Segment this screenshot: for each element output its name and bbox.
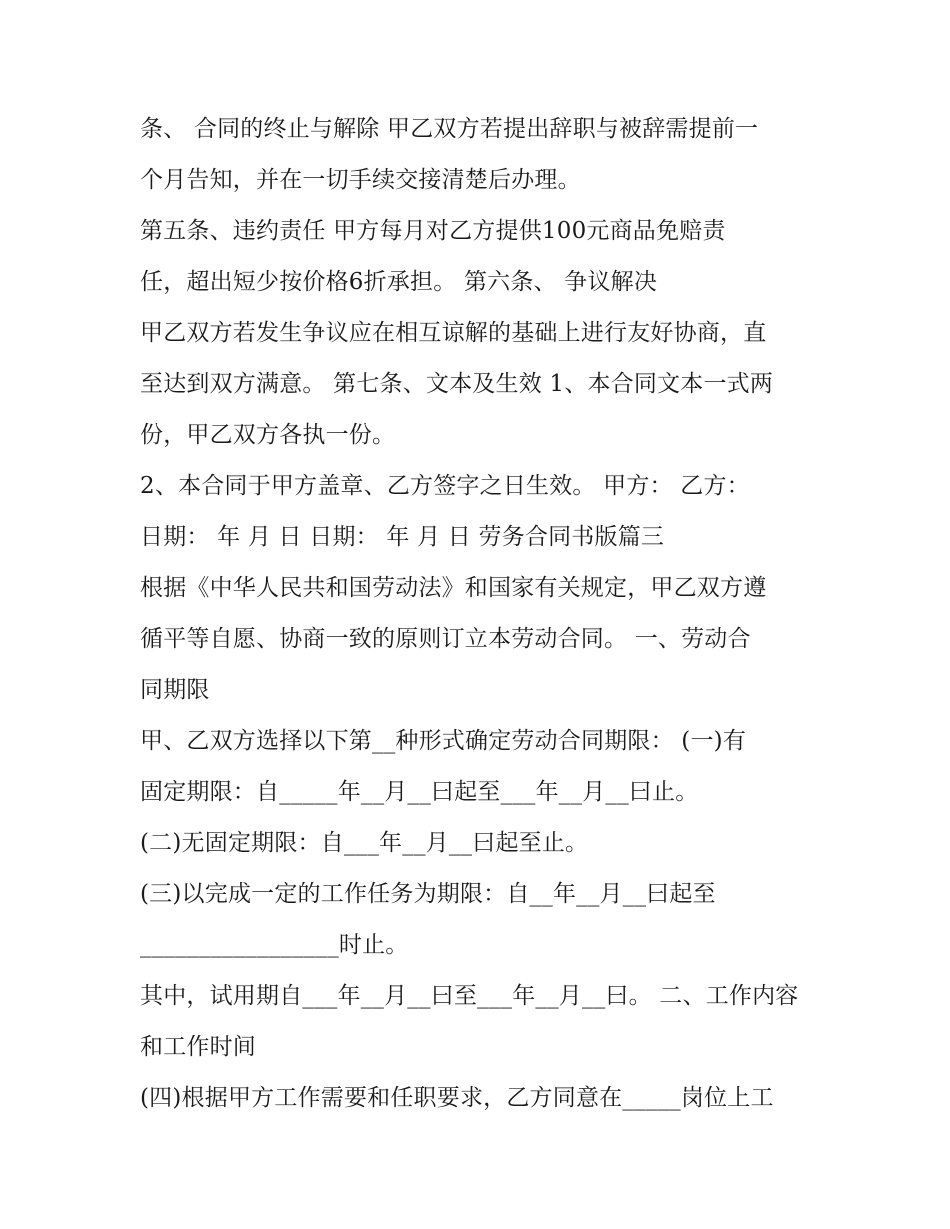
text-line: 根据《中华人民共和国劳动法》和国家有关规定，甲乙双方遵 xyxy=(140,575,767,601)
text-line: 至达到双方满意。 第七条、文本及生效 1、本合同文本一式两 xyxy=(140,371,774,397)
text-line: 甲、乙双方选择以下第__种形式确定劳动合同期限： (一)有 xyxy=(140,728,747,754)
text-line: 循平等自愿、协商一致的原则订立本劳动合同。 一、劳动合 xyxy=(140,626,751,652)
text-line: 任，超出短少按价格6折承担。 第六条、 争议解决 xyxy=(140,269,658,295)
text-line: 2、本合同于甲方盖章、乙方签字之日生效。 甲方： 乙方： xyxy=(140,473,750,499)
text-line: 条、 合同的终止与解除 甲乙双方若提出辞职与被辞需提前一 xyxy=(140,116,759,142)
text-line: 第五条、违约责任 甲方每月对乙方提供100元商品免赔责 xyxy=(140,218,726,244)
text-line: 份，甲乙双方各执一份。 xyxy=(140,422,396,448)
text-line: 同期限 xyxy=(140,677,210,703)
text-line: 固定期限：自_____年__月__曰起至___年__月__曰止。 xyxy=(140,779,699,805)
text-line: 个月告知，并在一切手续交接清楚后办理。 xyxy=(140,167,581,193)
contract-text xyxy=(140,104,820,1124)
text-line: (四)根据甲方工作需要和任职要求，乙方同意在_____岗位上工 xyxy=(140,1085,774,1111)
text-line: 日期： 年 月 日 日期： 年 月 日 劳务合同书版篇三 xyxy=(140,524,665,550)
text-line: 和工作时间 xyxy=(140,1034,256,1060)
text-line: (三)以完成一定的工作任务为期限：自__年__月__曰起至 xyxy=(140,881,716,907)
text-line: 甲乙双方若发生争议应在相互谅解的基础上进行友好协商，直 xyxy=(140,320,767,346)
text-line: 其中，试用期自___年__月__曰至___年__月__曰。 二、工作内容 xyxy=(140,983,799,1009)
text-line: (二)无固定期限：自___年__月__曰起至止。 xyxy=(140,830,589,856)
text-line: _________________时止。 xyxy=(140,932,409,958)
